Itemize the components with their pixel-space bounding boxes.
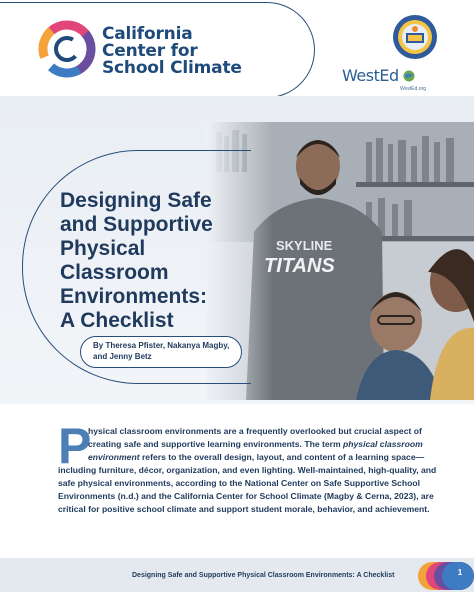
partner-logo xyxy=(342,66,442,86)
page-number: 1 xyxy=(457,568,463,577)
ccsc-c-logo-icon xyxy=(38,20,96,78)
intro-paragraph xyxy=(58,426,442,516)
state-education-seal-icon xyxy=(392,14,438,60)
org-name-line: Center for xyxy=(102,41,198,61)
globe-icon xyxy=(403,70,415,82)
org-name-line: California xyxy=(102,24,193,44)
paragraph-text: refers to the overall design, layout, and content of a learning space— xyxy=(139,452,425,462)
paragraph-line: safe physical environments, according to the National Center on Safe Supportive School xyxy=(58,478,420,488)
authors-line: and Jenny Betz xyxy=(93,352,152,361)
org-name xyxy=(102,26,312,77)
emphasized-term: environment xyxy=(88,452,140,462)
footer-title: Designing Safe and Supportive Physical Classroom Environments: A Checklist xyxy=(132,572,395,579)
drop-cap: P xyxy=(58,418,92,474)
authors xyxy=(93,340,243,362)
paragraph-line: Environments (n.d.) and the California Center for School Climate (Magby & Cerna, 2023), are xyxy=(58,491,434,501)
paragraph-line: hysical classroom environments are a frequently overlooked but crucial aspect of xyxy=(88,426,422,436)
authors-line: By Theresa Pfister, Nakanya Magby, xyxy=(93,341,230,350)
paragraph-text: creating safe and supportive learning environments. The term xyxy=(88,439,344,449)
title-line: and Supportive xyxy=(60,213,213,236)
paragraph-line: including furniture, décor, organization, and even lighting. Well-maintained, high-quality, and xyxy=(58,465,437,475)
title-line: Environments: xyxy=(60,285,208,308)
paragraph-line xyxy=(58,451,442,464)
title-line: A Checklist xyxy=(60,309,174,332)
emphasized-term: physical classroom xyxy=(343,439,423,449)
partner-name: WestEd xyxy=(342,66,399,85)
org-name-line: School Climate xyxy=(102,58,242,78)
paragraph-line: critical for positive school climate and support student morale, behavior, and achievement. xyxy=(58,504,430,514)
title-line: Designing Safe xyxy=(60,189,212,212)
page-title xyxy=(60,189,240,333)
partner-url: WestEd.org xyxy=(400,86,427,92)
title-line: Classroom xyxy=(60,261,169,284)
title-line: Physical xyxy=(60,237,146,260)
paragraph-line xyxy=(58,438,442,451)
